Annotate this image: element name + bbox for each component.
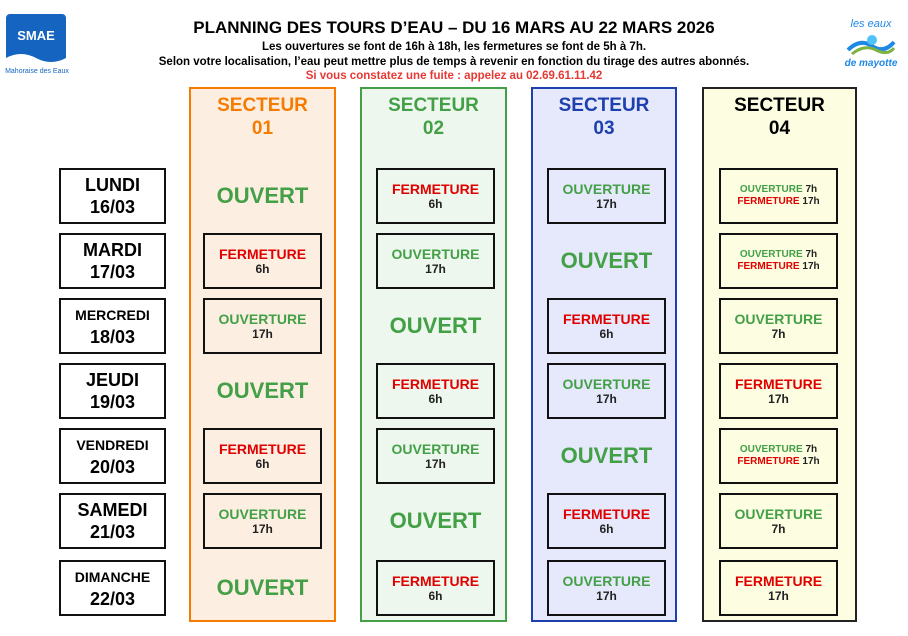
- eaux-logo-bottom: de mayotte: [844, 58, 898, 69]
- status-lundi-s04: OUVERTURE 7h FERMETURE 17h: [719, 168, 838, 224]
- sector-header-01: SECTEUR 01: [217, 95, 308, 139]
- day-label-mercredi: MERCREDI 18/03: [59, 298, 166, 354]
- smae-logo-text: SMAE: [17, 28, 55, 43]
- status-mercredi-s03: FERMETURE 6h: [547, 298, 666, 354]
- status-samedi-s01: OUVERTURE 17h: [203, 493, 322, 549]
- status-mardi-s03: OUVERT: [560, 248, 653, 273]
- status-samedi-s03: FERMETURE 6h: [547, 493, 666, 549]
- day-label-mardi: MARDI 17/03: [59, 233, 166, 289]
- status-mercredi-s02: OUVERT: [389, 313, 482, 338]
- status-dimanche-s03: OUVERTURE 17h: [547, 560, 666, 616]
- status-mardi-s04: OUVERTURE 7h FERMETURE 17h: [719, 233, 838, 289]
- page-title: PLANNING DES TOURS D’EAU – DU 16 MARS AU 22 MARS 2026: [193, 18, 715, 37]
- status-lundi-s03: OUVERTURE 17h: [547, 168, 666, 224]
- info-hours: Les ouvertures se font de 16h à 18h, les fermetures se font de 5h à 7h.: [261, 41, 647, 53]
- status-jeudi-s01: OUVERT: [216, 378, 309, 403]
- status-lundi-s02: FERMETURE 6h: [376, 168, 495, 224]
- status-samedi-s02: OUVERT: [389, 508, 482, 533]
- status-jeudi-s02: FERMETURE 6h: [376, 363, 495, 419]
- status-mardi-s01: FERMETURE 6h: [203, 233, 322, 289]
- status-vendredi-s03: OUVERT: [560, 443, 653, 468]
- status-mardi-s02: OUVERTURE 17h: [376, 233, 495, 289]
- day-label-samedi: SAMEDI 21/03: [59, 493, 166, 549]
- status-jeudi-s04: FERMETURE 17h: [719, 363, 838, 419]
- status-lundi-s01: OUVERT: [216, 183, 309, 208]
- status-samedi-s04: OUVERTURE 7h: [719, 493, 838, 549]
- status-vendredi-s02: OUVERTURE 17h: [376, 428, 495, 484]
- status-dimanche-s04: FERMETURE 17h: [719, 560, 838, 616]
- status-vendredi-s01: FERMETURE 6h: [203, 428, 322, 484]
- day-label-dimanche: DIMANCHE 22/03: [59, 560, 166, 616]
- day-label-vendredi: VENDREDI 20/03: [59, 428, 166, 484]
- status-dimanche-s02: FERMETURE 6h: [376, 560, 495, 616]
- day-label-lundi: LUNDI 16/03: [59, 168, 166, 224]
- sector-header-04: SECTEUR 04: [734, 95, 825, 139]
- eaux-logo-top: les eaux: [850, 18, 892, 30]
- day-label-jeudi: JEUDI 19/03: [59, 363, 166, 419]
- status-mercredi-s04: OUVERTURE 7h: [719, 298, 838, 354]
- sector-header-02: SECTEUR 02: [388, 95, 479, 139]
- sector-header-03: SECTEUR 03: [558, 95, 650, 139]
- status-vendredi-s04: OUVERTURE 7h FERMETURE 17h: [719, 428, 838, 484]
- status-mercredi-s01: OUVERTURE 17h: [203, 298, 322, 354]
- info-location: Selon votre localisation, l’eau peut mettre plus de temps à revenir en fonction du tirage des autres abonnés.: [158, 56, 750, 68]
- status-jeudi-s03: OUVERTURE 17h: [547, 363, 666, 419]
- smae-logo-subtitle: Mahoraise des Eaux: [5, 68, 69, 75]
- info-leak-phone: Si vous constatez une fuite : appelez au 02.69.61.11.42: [305, 70, 603, 82]
- status-dimanche-s01: OUVERT: [216, 575, 309, 600]
